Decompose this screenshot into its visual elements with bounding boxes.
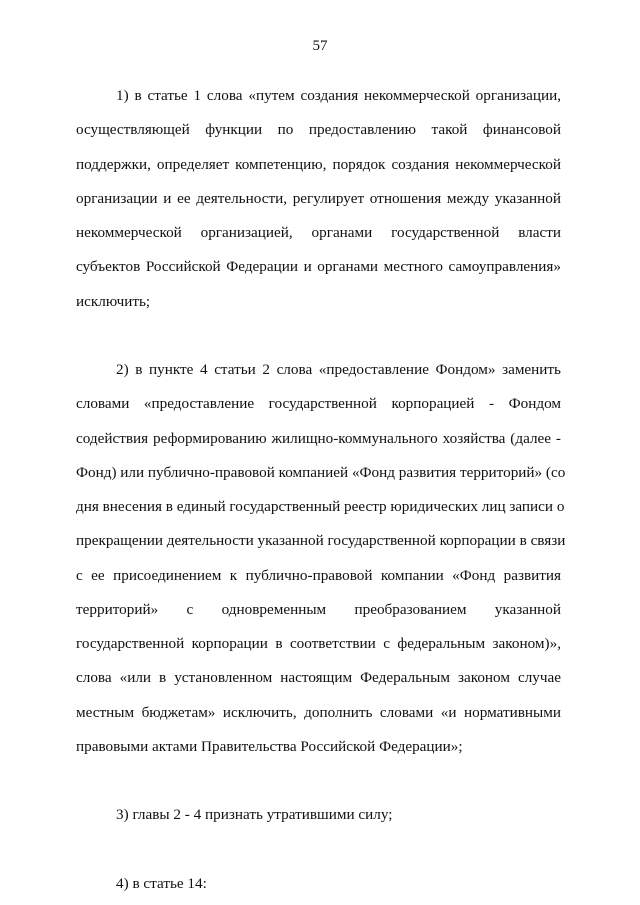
text-line: дня внесения в единый государственный реестр юридических лиц записи о: [76, 498, 565, 515]
paragraph-1: [76, 79, 561, 319]
text-line: некоммерческой организацией, органами государственной власти: [76, 224, 561, 241]
text-line: 3) главы 2 - 4 признать утратившими силу;: [116, 806, 393, 824]
text-line: правовыми актами Правительства Российской Федерации»;: [76, 737, 463, 755]
text-line: местным бюджетам» исключить, дополнить словами «и нормативными: [76, 703, 561, 721]
text-line: 2) в пункте 4 статьи 2 слова «предоставление Фондом» заменить: [116, 361, 561, 378]
text-line: слова «или в установленном настоящим Федеральным законом случае: [76, 669, 561, 687]
paragraph-gap: [76, 764, 561, 798]
text-line: 1) в статье 1 слова «путем создания некоммерческой организации,: [116, 87, 561, 104]
page-number: 57: [312, 38, 328, 54]
text-line: организации и ее деятельности, регулирует отношения между указанной: [76, 189, 561, 207]
text-line: территорий» с одновременным преобразованием указанной: [76, 600, 561, 618]
text-line: прекращении деятельности указанной государственной корпорации в связи: [76, 532, 566, 550]
text-line: словами «предоставление государственной корпорацией - Фондом: [76, 395, 561, 413]
text-line: исключить;: [76, 292, 151, 310]
text-line: содействия реформированию жилищно-коммунального хозяйства (далее -: [76, 429, 561, 447]
text-line: Фонд) или публично-правовой компанией «Фонд развития территорий» (со: [76, 463, 566, 481]
text-line: государственной корпорации в соответствии с федеральным законом)»,: [76, 635, 561, 652]
paragraph-3: [76, 798, 561, 832]
paragraph-4: [76, 867, 561, 901]
text-line: субъектов Российской Федерации и органами местного самоуправления»: [76, 258, 561, 276]
paragraph-2: [76, 353, 566, 764]
text-line: осуществляющей функции по предоставлению такой финансовой: [76, 121, 561, 139]
text-line: 4) в статье 14:: [116, 874, 207, 892]
paragraph-gap: [76, 319, 561, 353]
text-line: поддержки, определяет компетенцию, порядок создания некоммерческой: [76, 155, 561, 173]
document-body: [76, 79, 566, 901]
paragraph-gap: [76, 833, 561, 867]
text-line: с ее присоединением к публично-правовой компании «Фонд развития: [76, 566, 561, 584]
